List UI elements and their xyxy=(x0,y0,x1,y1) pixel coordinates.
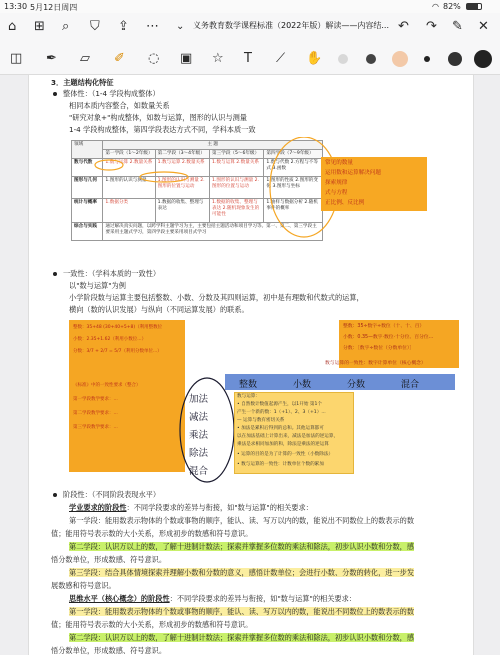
note-line: 小数：0.35—数字·数位·十分位、百分位... xyxy=(343,335,434,340)
wifi-icon: ◠ xyxy=(432,2,439,11)
more-icon[interactable]: ⋯ xyxy=(146,19,159,34)
bullet-dot xyxy=(53,272,57,276)
status-time: 13:30 xyxy=(4,2,28,11)
annotation-line: 常见的数量 xyxy=(325,160,353,166)
note-line: 产生一个新的数：1（+1）、2、3（+1）... xyxy=(237,410,326,415)
battery-icon xyxy=(466,3,482,10)
stage-paragraph xyxy=(69,633,414,642)
note-line: — 运算与数有密切关系 xyxy=(237,418,285,423)
stage-thinking-line xyxy=(69,594,356,603)
hand-icon[interactable]: ✋ xyxy=(306,51,323,66)
table-cell: 1.抽样与数据分析 2.随机事件的概率 xyxy=(264,199,323,223)
home-icon[interactable]: ⌂ xyxy=(8,19,17,34)
table-cell: 1.图形的认识与测量 2.图形的位置与运动 xyxy=(155,177,209,199)
stage-paragraph xyxy=(69,568,414,577)
bullet-dot xyxy=(53,92,57,96)
consistency-line-3: 横向（数的认识发展）与纵向（不同运算发展）的联系。 xyxy=(69,305,249,314)
note-line: 整数：35÷数字÷数位（十、十、百） xyxy=(343,324,425,329)
share-icon[interactable]: ⇪ xyxy=(118,19,129,34)
eraser-icon[interactable]: ▱ xyxy=(80,51,90,66)
lasso-icon[interactable]: ◌ xyxy=(148,51,160,66)
image-icon[interactable]: ▣ xyxy=(180,51,193,66)
text-icon[interactable]: T xyxy=(244,51,252,66)
stage-req-text: ：不同学段要求的差异与衔接，如"数与运算"的相关要求： xyxy=(126,503,313,512)
table-row-field: 数与代数 xyxy=(72,159,103,177)
table-header-col3: 第三学段（5～6年级） xyxy=(210,150,264,159)
note-line: 数与运算的一致性：数字计算单位（核心概念） xyxy=(325,361,426,366)
search-icon[interactable]: ⌕ xyxy=(62,19,70,34)
pen-icon[interactable]: ✒ xyxy=(46,51,57,66)
stage-title: 阶段性：（不同阶段表现水平） xyxy=(63,490,161,499)
table-header-col4: 第四学段（7～9年级） xyxy=(264,150,323,159)
table-cell: 1.数与运算 2.数量关系 xyxy=(103,159,155,177)
stage-thinking-heading: 思维水平（核心概念）的阶段性 xyxy=(69,594,170,603)
note-line: 乘法是求相同加加的和，除法是乘法的逆运算 xyxy=(237,442,329,447)
color-peach[interactable] xyxy=(392,51,408,67)
note-line: • 自然数计数值起源产生，以1开始 第1个 xyxy=(237,402,322,407)
size-medium-dot[interactable] xyxy=(448,52,462,66)
note-line: 小数：2.35+1.62（利用小数位...） xyxy=(73,337,147,342)
table-cell: 1.数与运算 2.数量关系 xyxy=(210,159,264,177)
note-line: • 数与运算的一致性：计数单位个数的累加 xyxy=(237,462,324,467)
highlighted-text: 第一学段：能用数表示物体的个数或事物的顺序，能认、读、写万以内的数，能说出不同数位上的数表示的数 xyxy=(69,607,415,616)
color-light-gray[interactable] xyxy=(338,54,348,64)
stage-req-heading: 学业要求的阶段性 xyxy=(69,503,127,512)
operation-label: 乘法 xyxy=(189,430,209,441)
ruler-icon[interactable]: ⟋ xyxy=(276,51,286,66)
table-cell-note: 通过解决真实问题，以跨学科主题学习为主，主要包括主题活动和项目学习等。第一、第二、第三学段主要采用主题式学习，第四学段主要采用项目式学习 xyxy=(103,223,323,241)
number-type-label: 整数 xyxy=(239,380,258,390)
table-cell: 1.数据的收集、整理与表达 2.随机现象发生的可能性 xyxy=(210,199,264,223)
status-date: 5月12日周四 xyxy=(30,3,78,12)
stage-paragraph: 第一学段：能用数表示物体的个数或事物的顺序，能认、读、写万以内的数，能说出不同数位上的数表示的数 xyxy=(69,516,415,525)
annotation-line: 运用数和运算解决问题 xyxy=(325,170,381,176)
note-line: • 运算的目的是为了计算的一致性（小数除法） xyxy=(237,452,334,457)
highlighted-text: 第二学段：认识万以上的数，了解十进制计数法；探索并掌握多位数的乘法和除法，初步认识小数和分数，感 xyxy=(69,633,415,642)
circle-mark xyxy=(140,172,188,182)
stage-paragraph: 悟分数单位，形成数感、符号意识。 xyxy=(51,646,167,655)
stage-req-line xyxy=(69,503,313,512)
note-line: 分数：3/7 + 2/7 = 5/7（利用分数单位...） xyxy=(73,349,162,354)
note-line: 分数：［数字÷数位（分数单位）］ xyxy=(343,346,415,351)
consistency-line-1: 以"数与运算"为例 xyxy=(69,281,126,290)
grid-icon[interactable]: ⊞ xyxy=(34,19,45,34)
highlighter-icon[interactable]: ✐ xyxy=(114,51,125,66)
bullet-dot xyxy=(53,493,57,497)
number-type-label: 小数 xyxy=(293,380,312,390)
table-header-col2: 第二学段（3～4年级） xyxy=(155,150,209,159)
integrity-title: 整体性：（1-4 学段构成整体） xyxy=(63,89,160,98)
edit-icon[interactable]: ✎ xyxy=(452,19,463,34)
shape-icon[interactable]: ☆ xyxy=(212,51,224,66)
integrity-line-2: "研究对象+"构成整体，如数与运算，图形的认识与测量 xyxy=(69,113,247,122)
section-heading: 3．主题结构化特征 xyxy=(51,78,114,87)
status-bar xyxy=(0,0,500,13)
note-line: 《标准》中的一致性要求（整合） xyxy=(73,383,141,388)
table-row-field: 图形与几何 xyxy=(72,177,103,199)
annotation-line: 式与方程 xyxy=(325,190,348,196)
redo-icon[interactable]: ↷ xyxy=(426,19,437,34)
table-cell: 1.数据的收集、整理与表达 xyxy=(155,199,209,223)
stage-paragraph: 值；能用符号表示数的大小关系，形成初步的数感和符号意识。 xyxy=(51,620,253,629)
document-title: 义务教育数学课程标准（2022年版）解读——内容结... xyxy=(193,21,389,30)
note-line: 第三学段数学要求：... xyxy=(73,425,118,430)
table-header-field: 领域 xyxy=(72,141,103,159)
table-header-main: 主 题 xyxy=(103,141,323,150)
consistency-line-2: 小学阶段数与运算主要包括整数、小数、分数及其四则运算，初中是有理数和代数式的运算， xyxy=(69,293,364,302)
drawing-toolbar xyxy=(0,42,500,75)
number-type-bar xyxy=(225,374,455,390)
stage-paragraph: 展数感和符号意识。 xyxy=(51,581,116,590)
integrity-line-3: 1-4 学段构成整体，第四学段表达方式不同，学科本质一致 xyxy=(69,125,256,134)
annotation-line: 探索规律 xyxy=(325,180,348,186)
table-row-field: 综合与实践 xyxy=(72,223,103,241)
table-header-col1: 第一学段（1～2年级） xyxy=(103,150,155,159)
integrity-line-1: 相同本质内容整合，如数量关系 xyxy=(69,101,170,110)
close-icon[interactable]: ✕ xyxy=(478,19,489,34)
table-cell: 1.图形的认识与测量 2.图形的位置与运动 xyxy=(210,177,264,199)
operation-label: 减法 xyxy=(189,412,209,423)
document-page xyxy=(28,75,474,655)
sidebar-toggle-icon[interactable]: ◫ xyxy=(10,51,23,66)
size-small-dot[interactable] xyxy=(424,56,430,62)
table-cell: 1.数据分类 xyxy=(103,199,155,223)
note-line: 数与运算： xyxy=(237,394,260,399)
undo-icon[interactable]: ↶ xyxy=(398,19,409,34)
highlighted-text: 第二学段：认识万以上的数，了解十进制计数法；探索并掌握多位数的乘法和除法，初步认识小数和分数，感 xyxy=(69,542,415,551)
battery-label: 82% xyxy=(443,2,461,11)
note-line: 以在加法基础上计算出来，减法是加法的逆运算， xyxy=(237,434,339,439)
operation-label: 除法 xyxy=(189,448,209,459)
operation-label: 加法 xyxy=(189,394,209,405)
stage-paragraph: 值；能用符号表示数的大小关系，形成初步的数感和符号意识。 xyxy=(51,529,253,538)
note-line: 第一学段数学要求：... xyxy=(73,397,118,402)
table-cell: 1.图形的认识与测量 xyxy=(103,177,155,199)
stage-paragraph xyxy=(69,542,414,551)
note-line: 第二学段数学要求：... xyxy=(73,411,118,416)
note-line: • 加法是累积后得到的总和。其他运算都可 xyxy=(237,426,324,431)
stage-paragraph: 悟分数单位，形成数感、符号意识。 xyxy=(51,555,167,564)
chevron-down-icon[interactable]: ⌄ xyxy=(176,21,185,32)
table-cell: 1.数与运算 2.数量关系 xyxy=(155,159,209,177)
stage-thinking-text: ：不同学段要求的差异与衔接，如"数与运算"的相关要求： xyxy=(169,594,356,603)
number-type-label: 混合 xyxy=(401,380,420,390)
color-dark-gray[interactable] xyxy=(366,54,376,64)
annotation-line: 正比例、反比例 xyxy=(325,200,365,206)
table-row-field: 统计与概率 xyxy=(72,199,103,223)
highlighted-text: 第三学段：结合具体情境探索并理解小数和分数的意义，感悟计数单位；会进行小数、分数的转化，进一步发 xyxy=(69,568,415,577)
note-line: 整数：35+48 (30+40+5+8)（利用整数位 xyxy=(73,325,163,330)
number-type-label: 分数 xyxy=(347,380,366,390)
size-large-dot[interactable] xyxy=(474,50,492,68)
circle-mark xyxy=(95,160,123,170)
bookmark-icon[interactable]: ⛉ xyxy=(90,19,100,34)
consistency-title: 一致性：（学科本质的一致性） xyxy=(63,269,161,278)
operation-label: 混合 xyxy=(189,466,209,477)
table-cell: 1.图形的性质 2.图形的变化 3.图形与坐标 xyxy=(264,177,323,199)
table-cell: 1.数与代数 2.方程与不等式 3.函数 xyxy=(264,159,323,177)
stage-paragraph xyxy=(69,607,414,616)
